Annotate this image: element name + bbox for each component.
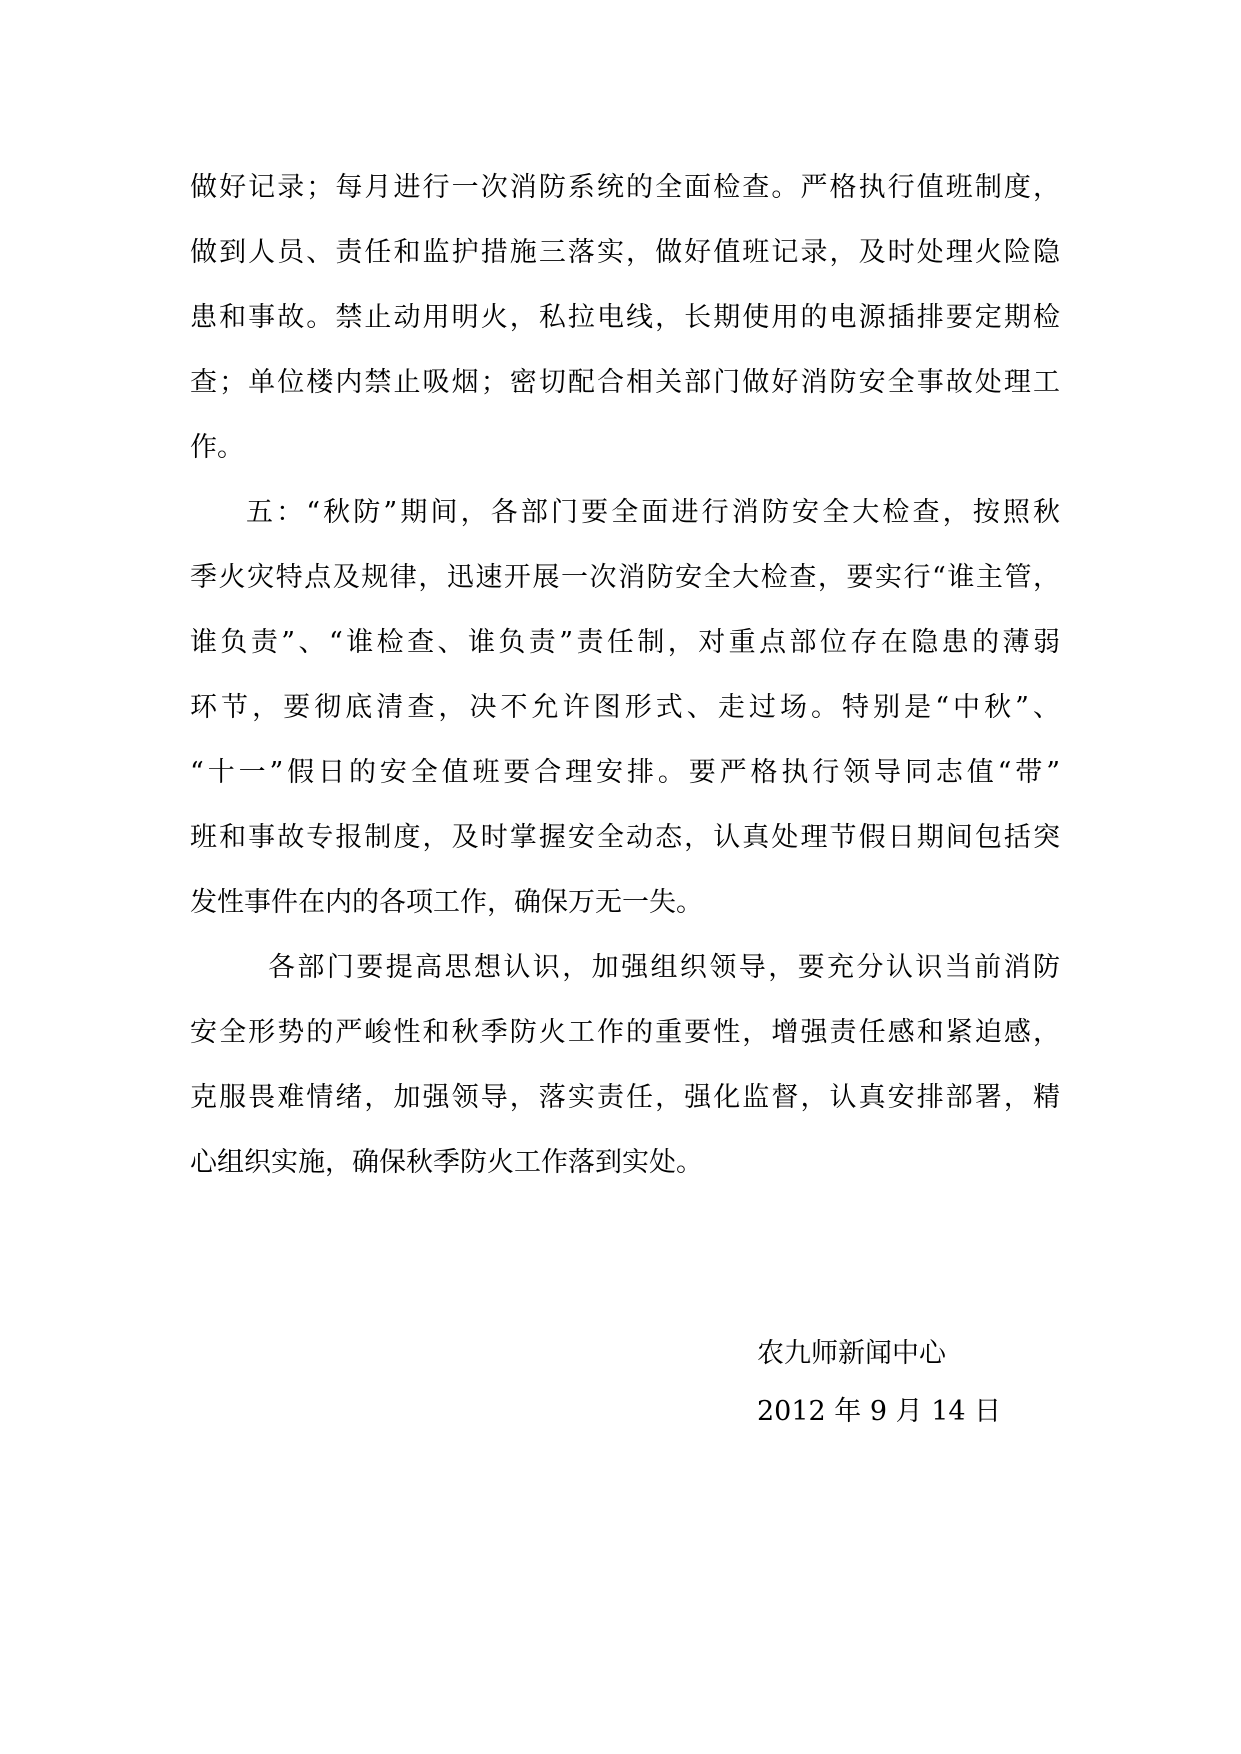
paragraph-line: 作。: [190, 432, 244, 463]
signature-block: [757, 1325, 1057, 1441]
paragraph-line: 安全形势的严峻性和秋季防火工作的重要性，增强责任感和紧迫感，: [190, 1017, 1060, 1048]
paragraph-line: 发性事件在内的各项工作，确保万无一失。: [190, 887, 703, 918]
paragraph-line: 各部门要提高思想认识，加强组织领导，要充分认识当前消防: [268, 952, 1060, 983]
paragraph-line: 查；单位楼内禁止吸烟；密切配合相关部门做好消防安全事故处理工: [190, 367, 1060, 398]
paragraph-3: [190, 935, 1060, 1195]
document-body: [190, 155, 1060, 1195]
paragraph-line: 心组织实施，确保秋季防火工作落到实处。: [190, 1147, 703, 1178]
paragraph-line: 克服畏难情绪，加强领导，落实责任，强化监督，认真安排部署，精: [190, 1082, 1060, 1113]
signature-organization: 农九师新闻中心: [757, 1338, 946, 1369]
paragraph-line: 谁负责”、“谁检查、谁负责”责任制，对重点部位存在隐患的薄弱: [190, 627, 1060, 658]
paragraph-line: “十一”假日的安全值班要合理安排。要严格执行领导同志值“带”: [190, 757, 1060, 788]
paragraph-line: 做到人员、责任和监护措施三落实，做好值班记录，及时处理火险隐: [190, 237, 1060, 268]
paragraph-2: [190, 480, 1060, 935]
signature-date: 2012 年 9 月 14 日: [757, 1396, 1002, 1427]
paragraph-line: 做好记录；每月进行一次消防系统的全面检查。严格执行值班制度，: [190, 172, 1060, 203]
paragraph-line: 季火灾特点及规律，迅速开展一次消防安全大检查，要实行“谁主管，: [190, 562, 1060, 593]
paragraph-line: 五：“秋防”期间，各部门要全面进行消防安全大检查，按照秋: [246, 497, 1060, 528]
paragraph-line: 环节，要彻底清查，决不允许图形式、走过场。特别是“中秋”、: [190, 692, 1060, 723]
paragraph-1: [190, 155, 1060, 480]
paragraph-line: 班和事故专报制度，及时掌握安全动态，认真处理节假日期间包括突: [190, 822, 1060, 853]
paragraph-line: 患和事故。禁止动用明火，私拉电线，长期使用的电源插排要定期检: [190, 302, 1060, 333]
